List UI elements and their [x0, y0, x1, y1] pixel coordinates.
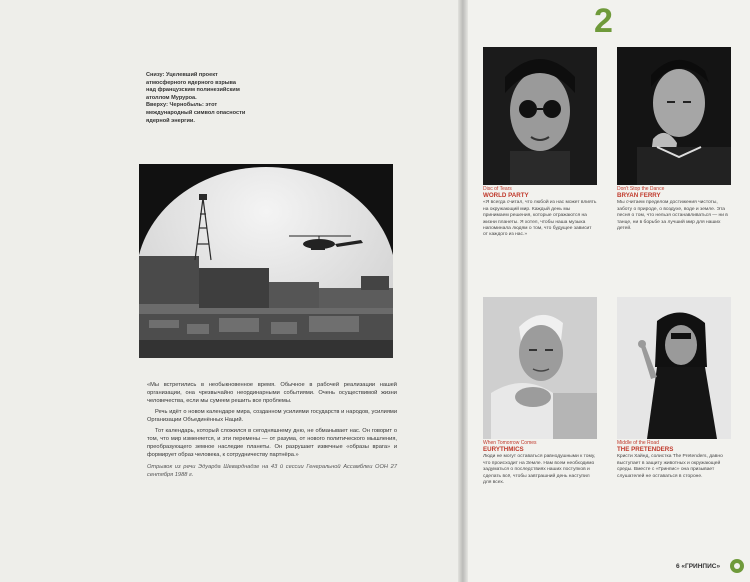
caption-line: атоллом Муруроа. — [146, 94, 197, 101]
song-title: When Tomorrow Comes — [483, 440, 537, 446]
artist-description: «Я всегда считал, что любой из нас может влиять на окружающий мир. Каждый день мы принимаем решения, которые отражаются на жизни планеты. Я хотел, чтобы наша музыка напоминала людям о том, что будущее зависит от каждого из нас.» — [483, 200, 597, 238]
artist-name: EURYTHMICS — [483, 446, 524, 454]
song-title: Don't Stop the Dance — [617, 186, 665, 192]
artist-card-pretenders — [617, 297, 731, 480]
portrait-illustration — [483, 47, 597, 185]
page-gutter — [458, 0, 468, 582]
portrait-illustration — [617, 297, 731, 439]
artist-card-world-party — [483, 47, 597, 239]
artist-description: Кристи Хайнд, солистка The Pretenders, давно выступает в защиту животных и окружающей среды. Вместе с «Гринпис» она призывает слушателей не оставаться в стороне. — [617, 454, 723, 479]
artist-photo — [617, 47, 731, 185]
speech-paragraph: Речь идёт о новом календаре мира, созданном усилиями государств и народов, усилиями Организации Объединённых Наций. — [147, 409, 397, 423]
song-title: Disc of Tears — [483, 186, 512, 192]
artist-card-bryan-ferry — [617, 47, 731, 232]
page-footer: 6 «ГРИНПИС» — [676, 563, 721, 570]
caption-line: над французским полинезийским — [146, 87, 240, 94]
artist-name: BRYAN FERRY — [617, 192, 661, 200]
chernobyl-photo-illustration — [139, 164, 393, 358]
artist-name: THE PRETENDERS — [617, 446, 674, 454]
greenpeace-logo-icon — [730, 559, 744, 573]
photo-caption — [146, 72, 296, 125]
caption-line: ядерной энергии. — [146, 117, 195, 124]
artist-description: Мы считаем пределом достижения чистоты, заботу о природе, о воздухе, воде и земле. Эта песня о том, что нельзя останавливаться — ни в танце, ни в борьбе за лучший мир для наших детей. — [617, 200, 728, 232]
caption-line: атмосферного ядерного взрыва — [146, 79, 236, 86]
portrait-illustration — [483, 297, 597, 439]
artist-photo — [483, 297, 597, 439]
artist-card-eurythmics — [483, 297, 597, 486]
song-title: Middle of the Road — [617, 440, 659, 446]
chernobyl-photo — [139, 164, 393, 358]
caption-line: международный символ опасности — [146, 109, 246, 116]
caption-line: Снизу: Уцелевший проект — [146, 72, 218, 78]
artist-photo — [483, 47, 597, 185]
caption-line: Вверху: Чернобыль: этот — [146, 102, 218, 109]
portrait-illustration — [617, 47, 731, 185]
speech-source: Отрывок из речи Эдуарда Шеварднадзе на 43 й сессии Генеральной Ассамблеи ООН 27 сентября 1988 г. — [147, 464, 397, 478]
artist-description: Люди не могут оставаться равнодушными к тому, что происходит на Земле. Нам всем необходимо задуматься о последствиях наших поступков и сделать всё, чтобы завтрашний день наступил для всех. — [483, 454, 596, 486]
artist-photo — [617, 297, 731, 439]
speech-text — [147, 381, 397, 482]
speech-paragraph: «Мы встретились в необыкновенное время. Обычное в рабочей реализации нашей организации, она чрезвычайно неординарными событиями. Очень осуществимой жизни человечества, если мы сумеем решить все проблемы. — [147, 382, 397, 404]
section-number: 2 — [594, 2, 613, 40]
artist-name: WORLD PARTY — [483, 192, 529, 200]
speech-paragraph: Тот календарь, который сложился в сегодняшнему дню, не обманывает нас. Он говорит о том, что мир изменяется, и эти перемены — от разума, от нового политического мышления, преобразующего земное наследие планеты. Он разрушает извечные «образы врага» и формирует образ человека, к сотрудничеству партнёра.» — [147, 428, 397, 458]
